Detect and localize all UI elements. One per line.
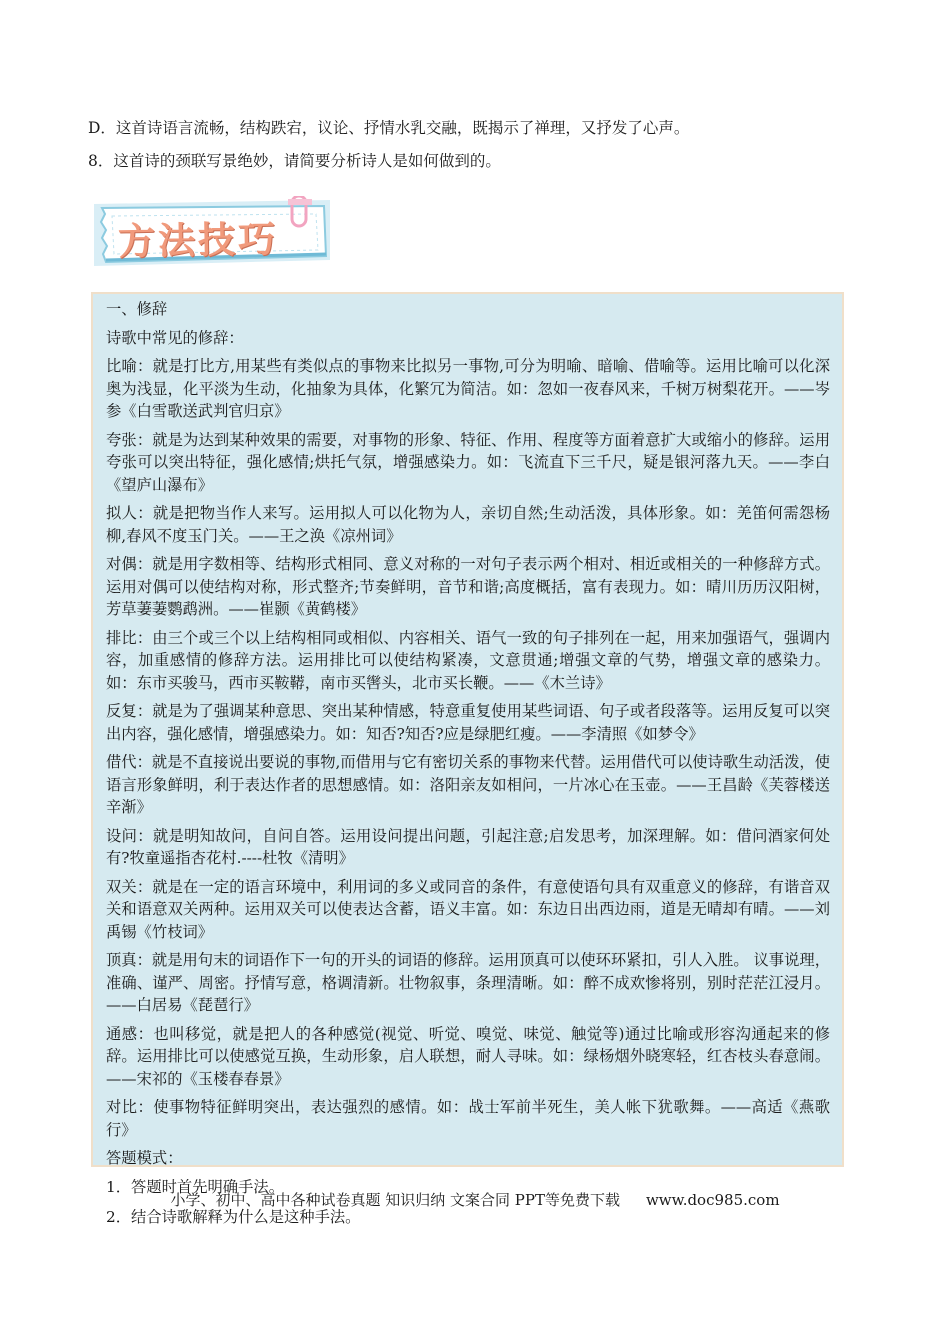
rhetoric-item: 通感：也叫移觉，就是把人的各种感觉(视觉、听觉、嗅觉、味觉、触觉等)通过比喻或形容沟通起来的修辞。运用排比可以使感觉互换，生动形象，启人联想，耐人寻味。如：绿杨烟外晓寒轻，红杏枝头春意闹。——宋祁的《玉楼春春景》 [106, 1024, 830, 1088]
footer-text: 小学、初中、高中各种试卷真题 知识归纳 文案合同 PPT等免费下载 [170, 1191, 620, 1209]
answer-step: 2．结合诗歌解释为什么是这种手法。 [106, 1208, 361, 1226]
option-d-text: D．这首诗语言流畅，结构跌宕，议论、抒情水乳交融，既揭示了禅理，又抒发了心声。 [88, 119, 690, 137]
rhetoric-item: 设问：就是明知故问，自问自答。运用设问提出问题，引起注意;启发思考，加深理解。如：借问酒家何处有?牧童遥指杏花村.----杜牧《清明》 [106, 826, 830, 867]
rhetoric-item: 借代：就是不直接说出要说的事物,而借用与它有密切关系的事物来代替。运用借代可以使诗歌生动活泼，使语言形象鲜明，利于表达作者的思想感情。如：洛阳亲友如相问，一片冰心在玉壶。——王昌龄《芙蓉楼送辛渐》 [106, 753, 830, 816]
footer-url[interactable]: www.doc985.com [645, 1191, 780, 1209]
rhetoric-item: 对比：使事物特征鲜明突出，表达强烈的感情。如：战士军前半死生，美人帐下犹歌舞。——高适《燕歌行》 [106, 1098, 830, 1139]
section-heading: 一、修辞 [106, 300, 168, 318]
rhetoric-item: 排比：由三个或三个以上结构相同或相似、内容相关、语气一致的句子排列在一起，用来加强语气，强调内容，加重感情的修辞方法。运用排比可以使结构紧凑，文意贯通;增强文章的气势，增强文章的感染力。如：东市买骏马，西市买鞍鞯，南市买辔头，北市买长鞭。——《木兰诗》 [106, 628, 830, 692]
answer-heading: 答题模式： [106, 1149, 183, 1167]
tips-intro: 诗歌中常见的修辞： [106, 328, 244, 347]
banner-title: 方法技巧 [117, 217, 279, 264]
rhetoric-item: 比喻：就是打比方,用某些有类似点的事物来比拟另一事物,可分为明喻、暗喻、借喻等。运用比喻可以化深奥为浅显，化平淡为生动，化抽象为具体，化繁冗为简洁。如：忽如一夜春风来，千树万树梨花开。——岑参《白雪歌送武判官归京》 [106, 357, 830, 420]
page-footer [0, 1189, 950, 1211]
rhetoric-item: 顶真：就是用句末的词语作下一句的开头的词语的修辞。运用顶真可以使环环紧扣，引人入胜。 议事说理，准确、谨严、周密。抒情写意，格调清新。壮物叙事，条理清晰。如：醉不成欢惨将别，别时茫茫江浸月。——白居易《琵琶行》 [106, 951, 830, 1014]
rhetoric-item: 拟人：就是把物当作人来写。运用拟人可以化物为人，亲切自然;生动活泼，具体形象。如：羌笛何需怨杨柳,春风不度玉门关。——王之涣《凉州词》 [106, 504, 830, 545]
answer-step: 1．答题时首先明确手法。 [106, 1177, 284, 1196]
rhetoric-item: 夸张：就是为达到某种效果的需要，对事物的形象、特征、作用、程度等方面着意扩大或缩小的修辞。运用夸张可以突出特征，强化感情;烘托气氛，增强感染力。如：飞流直下三千尺，疑是银河落九天。——李白《望庐山瀑布》 [106, 430, 830, 494]
question-8-text: 8．这首诗的颈联写景绝妙，请简要分析诗人是如何做到的。 [88, 152, 501, 170]
rhetoric-item: 双关：就是在一定的语言环境中，利用词的多义或同音的条件，有意使语句具有双重意义的修辞，有谐音双关和语意双关两种。运用双关可以使表达含蓄，语义丰富。如：东边日出西边雨，道是无晴却有晴。——刘禹锡《竹枝词》 [106, 877, 830, 941]
method-tips-banner [92, 196, 332, 274]
rhetoric-item: 反复：就是为了强调某种意思、突出某种情感，特意重复使用某些词语、句子或者段落等。运用反复可以突出内容，强化感情，增强感染力。如：知否?知否?应是绿肥红瘦。——李清照《如梦令》 [106, 702, 830, 743]
rhetoric-item: 对偶：就是用字数相等、结构形式相同、意义对称的一对句子表示两个相对、相近或相关的一种修辞方式。运用对偶可以使结构对称，形式整齐;节奏鲜明，音节和谐;高度概括，富有表现力。如：晴川历历汉阳树，芳草萋萋鹦鹉洲。——崔颢《黄鹤楼》 [106, 555, 830, 618]
